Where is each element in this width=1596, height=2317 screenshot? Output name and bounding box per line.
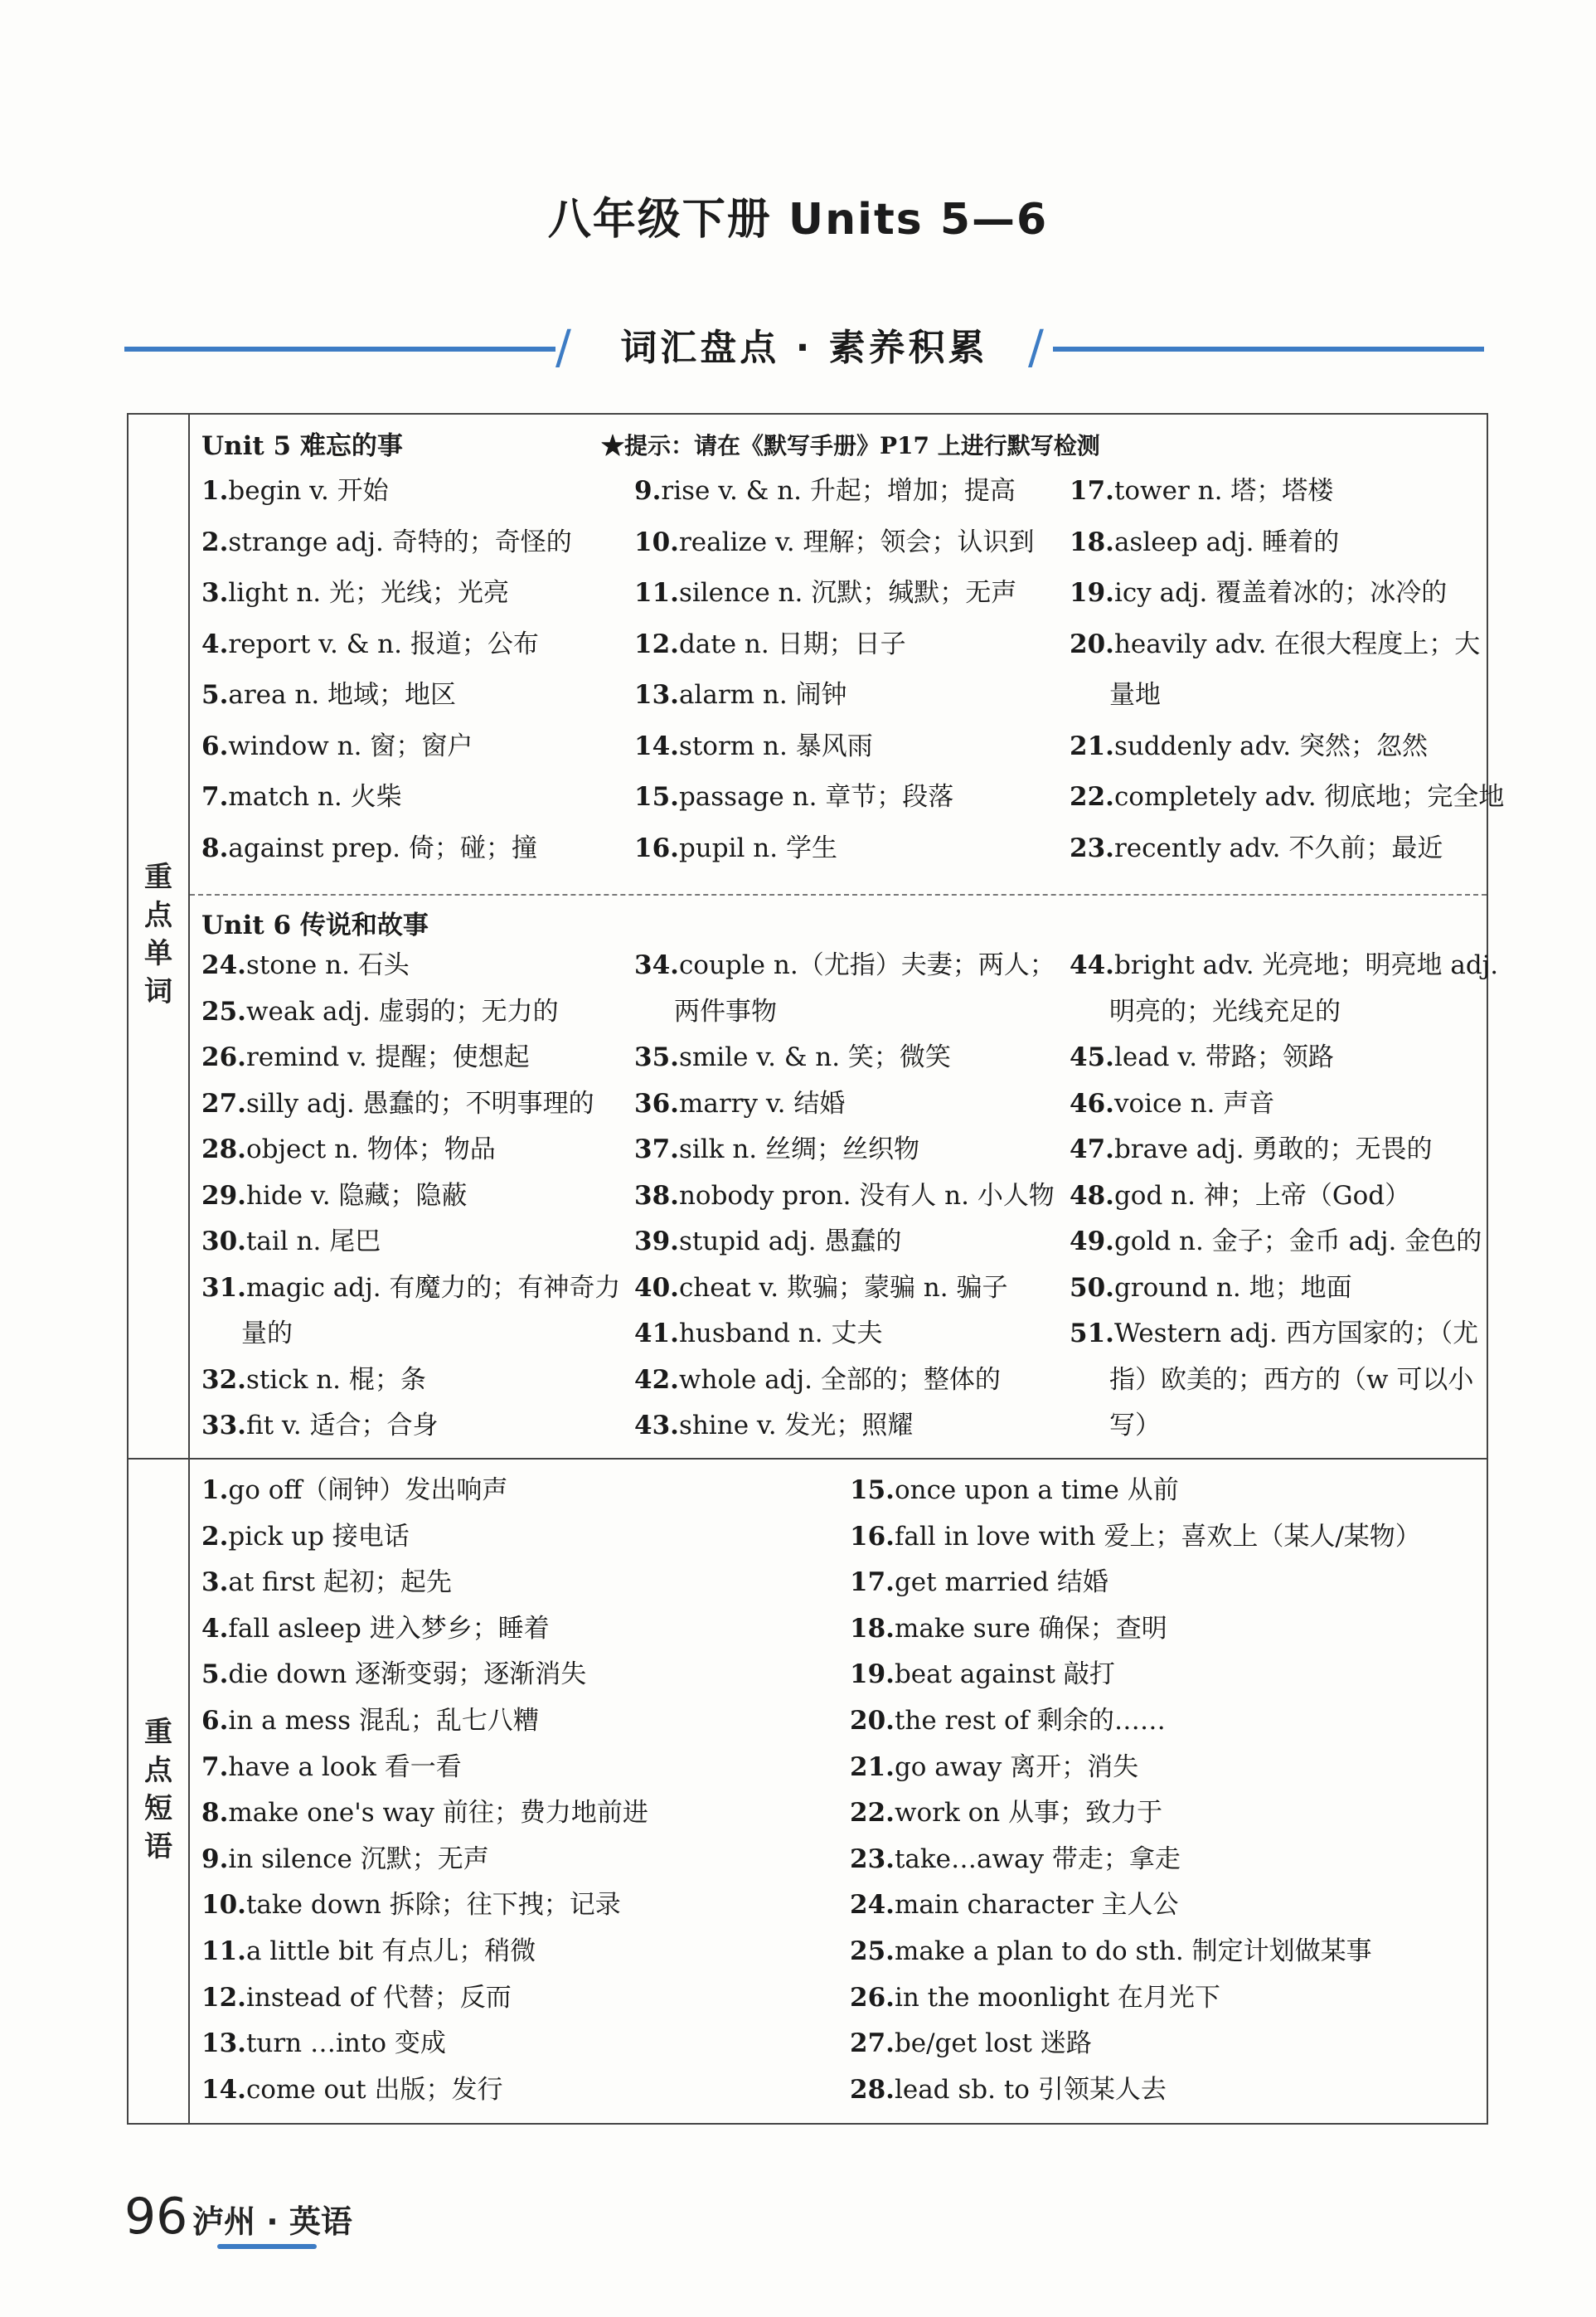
- label-char: 语: [144, 1830, 172, 1863]
- item-number: 12.: [201, 1982, 246, 2013]
- item-number: 22.: [1070, 782, 1114, 812]
- unit5-col3: [1070, 466, 1504, 874]
- item-text: in a mess 混乱；乱七八糟: [228, 1705, 539, 1736]
- vocab-item: [201, 1358, 620, 1404]
- item-number: 15.: [850, 1475, 895, 1505]
- vocab-item: [201, 517, 572, 569]
- vocab-item: [634, 1219, 1055, 1265]
- item-number: 35.: [634, 1042, 679, 1072]
- vocab-item: [201, 943, 620, 989]
- item-text: ground n. 地；地面: [1113, 1272, 1352, 1303]
- item-number: 39.: [634, 1227, 679, 1256]
- item-number: 32.: [201, 1364, 246, 1395]
- item-number: 21.: [850, 1751, 895, 1782]
- item-text: weak adj. 虚弱的；无力的: [245, 996, 559, 1027]
- vocab-item: [1070, 670, 1504, 721]
- item-text: make sure 确保；查明: [894, 1613, 1167, 1644]
- vocab-item: [634, 1358, 1055, 1404]
- vocab-item: [201, 1127, 620, 1173]
- item-text: icy adj. 覆盖着冰的；冰冷的: [1113, 578, 1448, 608]
- item-number: 20.: [850, 1705, 895, 1736]
- unit5-col1: [201, 466, 572, 874]
- key-words-label: [129, 858, 188, 1011]
- item-number: 25.: [201, 996, 246, 1027]
- vocab-item: [850, 1698, 1421, 1745]
- item-text: fit v. 适合；合身: [245, 1411, 439, 1440]
- vocab-item: [201, 1468, 648, 1514]
- item-text: cheat v. 欺骗；蒙骗 n. 骗子: [678, 1272, 1008, 1303]
- item-number: 1.: [201, 1475, 229, 1505]
- vocab-item: [201, 1560, 648, 1606]
- unit5-col2: [634, 466, 1035, 874]
- vocab-item: [201, 1698, 648, 1745]
- vocab-item: [634, 466, 1035, 517]
- item-number: 26.: [850, 1982, 895, 2013]
- vocab-item: [634, 772, 1035, 823]
- label-char: 重: [144, 861, 172, 894]
- item-text: go off（闹钟）发出响声: [228, 1475, 508, 1505]
- vocab-item: [634, 517, 1035, 569]
- item-number: 17.: [850, 1567, 895, 1598]
- item-number: 3.: [201, 578, 229, 608]
- vocab-item: [1070, 1403, 1498, 1450]
- item-text: fall in love with 爱上；喜欢上（某人/某物）: [894, 1521, 1421, 1552]
- item-number: 41.: [634, 1319, 679, 1348]
- item-text: date n. 日期；日子: [678, 629, 906, 659]
- footer-underline: [217, 2244, 317, 2249]
- vocab-item: [634, 1311, 1055, 1358]
- item-number: 23.: [1070, 833, 1114, 863]
- vocab-item: [201, 670, 572, 721]
- item-number: 26.: [201, 1042, 246, 1072]
- vocab-item: [201, 823, 572, 875]
- vocab-item: [850, 1606, 1421, 1653]
- vocab-item: [1070, 772, 1504, 823]
- item-number: 27.: [201, 1088, 246, 1119]
- vocab-item: [1070, 1035, 1498, 1081]
- item-text: silence n. 沉默；缄默；无声: [678, 578, 1017, 608]
- item-text: smile v. & n. 笑；微笑: [678, 1042, 951, 1072]
- vocab-item: [201, 1035, 620, 1081]
- item-number: 23.: [850, 1843, 895, 1874]
- vocab-item: [1070, 721, 1504, 773]
- unit-divider: [190, 894, 1487, 896]
- vocab-item: [201, 1173, 620, 1220]
- item-number: 16.: [634, 833, 679, 863]
- column-divider: [188, 415, 190, 2123]
- item-text: gold n. 金子；金币 adj. 金色的: [1113, 1227, 1482, 1256]
- item-number: 4.: [201, 629, 229, 659]
- item-number: 2.: [201, 1521, 229, 1552]
- item-text: pupil n. 学生: [678, 833, 837, 863]
- item-number: 3.: [201, 1567, 229, 1598]
- vocab-item: [850, 1790, 1421, 1837]
- item-number: 28.: [850, 2074, 895, 2105]
- banner-title: 词汇盘点 · 素养积累: [620, 327, 988, 369]
- item-text: take…away 带走；拿走: [894, 1843, 1181, 1874]
- item-number: 40.: [634, 1272, 679, 1303]
- item-text: 两件事物: [674, 996, 777, 1027]
- item-text: bright adv. 光亮地；明亮地 adj.: [1113, 950, 1499, 980]
- item-text: magic adj. 有魔力的；有神奇力: [245, 1272, 621, 1303]
- vocab-item: [634, 1265, 1055, 1312]
- vocab-item: [1070, 568, 1504, 619]
- item-text: heavily adv. 在很大程度上；大: [1113, 629, 1481, 659]
- vocab-item: [1070, 619, 1504, 671]
- unit6-heading: Unit 6 传说和故事: [201, 911, 429, 940]
- item-text: instead of 代替；反而: [245, 1982, 512, 2013]
- item-text: storm n. 暴风雨: [678, 731, 873, 761]
- vocab-item: [634, 1081, 1055, 1128]
- vocab-item: [201, 1745, 648, 1791]
- item-number: 29.: [201, 1180, 246, 1211]
- item-text: go away 离开；消失: [894, 1751, 1139, 1782]
- vocab-item: [1070, 1358, 1498, 1404]
- item-text: against prep. 倚；碰；撞: [228, 833, 537, 863]
- item-text: in the moonlight 在月光下: [894, 1982, 1220, 2013]
- item-number: 6.: [201, 1705, 229, 1736]
- item-text: in silence 沉默；无声: [228, 1843, 489, 1874]
- item-number: 7.: [201, 1751, 229, 1782]
- item-text: 量地: [1109, 680, 1161, 710]
- item-text: husband n. 丈夫: [678, 1319, 883, 1348]
- section-banner: [124, 323, 1484, 373]
- item-number: 22.: [850, 1798, 895, 1829]
- item-number: 9.: [634, 476, 662, 506]
- label-char: 点: [144, 899, 172, 932]
- item-text: silk n. 丝绸；丝织物: [678, 1134, 919, 1164]
- item-text: have a look 看一看: [228, 1751, 462, 1782]
- vocab-item: [201, 1265, 620, 1312]
- item-text: realize v. 理解；领会；认识到: [678, 527, 1035, 557]
- item-text: at first 起初；起先: [228, 1567, 452, 1598]
- vocab-item: [1070, 1127, 1498, 1173]
- item-text: whole adj. 全部的；整体的: [678, 1364, 1001, 1395]
- item-number: 27.: [850, 2028, 895, 2059]
- item-number: 45.: [1070, 1042, 1114, 1072]
- item-number: 36.: [634, 1088, 679, 1119]
- item-text: object n. 物体；物品: [245, 1134, 496, 1164]
- vocab-item: [634, 670, 1035, 721]
- item-text: voice n. 声音: [1113, 1088, 1275, 1119]
- label-char: 重: [144, 1716, 172, 1749]
- item-number: 8.: [201, 1798, 229, 1829]
- item-text: 明亮的；光线充足的: [1109, 996, 1341, 1027]
- vocab-item: [634, 1403, 1055, 1450]
- vocab-item: [850, 2021, 1421, 2067]
- vocab-item: [1070, 1219, 1498, 1265]
- page-number: 96: [124, 2188, 188, 2246]
- item-number: 17.: [1070, 476, 1114, 506]
- item-number: 42.: [634, 1364, 679, 1395]
- item-text: strange adj. 奇特的；奇怪的: [228, 527, 572, 557]
- item-number: 49.: [1070, 1227, 1114, 1256]
- item-number: 14.: [634, 731, 679, 761]
- vocab-item: [201, 2067, 648, 2114]
- vocab-item: [850, 1560, 1421, 1606]
- item-number: 28.: [201, 1134, 246, 1164]
- vocab-item: [201, 1929, 648, 1975]
- item-number: 13.: [201, 2028, 246, 2059]
- item-number: 46.: [1070, 1088, 1114, 1119]
- phrases-col1: [201, 1468, 648, 2113]
- item-number: 5.: [201, 680, 229, 710]
- vocab-item: [201, 1219, 620, 1265]
- item-text: come out 出版；发行: [245, 2074, 503, 2105]
- vocab-item: [634, 989, 1055, 1036]
- vocab-item: [850, 1514, 1421, 1561]
- item-number: 13.: [634, 680, 679, 710]
- item-number: 51.: [1070, 1319, 1114, 1348]
- item-text: 指）欧美的；西方的（w 可以小: [1109, 1364, 1474, 1395]
- vocab-item: [634, 1035, 1055, 1081]
- item-text: tower n. 塔；塔楼: [1113, 476, 1334, 506]
- item-number: 19.: [850, 1659, 895, 1690]
- vocab-item: [201, 1403, 620, 1450]
- label-char: 点: [144, 1754, 172, 1787]
- vocab-item: [850, 1929, 1421, 1975]
- item-text: tail n. 尾巴: [245, 1227, 381, 1256]
- vocab-item: [634, 823, 1035, 875]
- item-text: marry v. 结婚: [678, 1088, 846, 1119]
- item-number: 1.: [201, 476, 229, 506]
- item-text: area n. 地域；地区: [228, 680, 457, 710]
- item-number: 8.: [201, 833, 229, 863]
- item-text: recently adv. 不久前；最近: [1113, 833, 1443, 863]
- item-number: 10.: [201, 1890, 246, 1921]
- vocab-item: [850, 1837, 1421, 1883]
- item-number: 47.: [1070, 1134, 1114, 1164]
- vocab-item: [201, 1081, 620, 1128]
- vocab-item: [201, 2021, 648, 2067]
- item-text: stick n. 棍；条: [245, 1364, 426, 1395]
- vocab-item: [201, 1882, 648, 1929]
- unit5-heading: Unit 5 难忘的事: [201, 431, 403, 461]
- vocab-item: [201, 1514, 648, 1561]
- item-number: 2.: [201, 527, 229, 557]
- item-text: main character 主人公: [894, 1890, 1179, 1921]
- vocab-item: [634, 619, 1035, 671]
- item-text: rise v. & n. 升起；增加；提高: [661, 476, 1016, 506]
- vocab-item: [1070, 1265, 1498, 1312]
- item-number: 9.: [201, 1843, 229, 1874]
- vocab-item: [201, 1606, 648, 1653]
- item-text: silly adj. 愚蠢的；不明事理的: [245, 1088, 594, 1119]
- item-text: alarm n. 闹钟: [678, 680, 847, 710]
- item-text: work on 从事；致力于: [894, 1798, 1163, 1829]
- vocab-table: [127, 413, 1505, 2125]
- item-text: lead sb. to 引领某人去: [894, 2074, 1167, 2105]
- item-number: 7.: [201, 782, 229, 812]
- footer-label: 泸州 · 英语: [192, 2203, 352, 2240]
- vocab-item: [201, 1837, 648, 1883]
- item-number: 43.: [634, 1411, 679, 1440]
- vocab-item: [1070, 823, 1504, 875]
- vocab-item: [1070, 1311, 1498, 1358]
- banner-line-right: [1053, 347, 1484, 352]
- banner-slash-left: /: [555, 321, 571, 375]
- item-text: 量的: [241, 1319, 293, 1348]
- item-number: 24.: [201, 950, 246, 980]
- item-number: 6.: [201, 731, 229, 761]
- item-number: 4.: [201, 1613, 229, 1644]
- item-text: turn …into 变成: [245, 2028, 446, 2059]
- vocab-item: [850, 1745, 1421, 1791]
- vocab-item: [634, 943, 1055, 989]
- item-text: make a plan to do sth. 制定计划做某事: [894, 1936, 1372, 1966]
- dictation-tip: ★提示：请在《默写手册》P17 上进行默写检测: [601, 432, 1100, 459]
- vocab-item: [201, 1652, 648, 1698]
- vocab-item: [1070, 1173, 1498, 1220]
- item-text: get married 结婚: [894, 1567, 1108, 1598]
- item-text: begin v. 开始: [228, 476, 389, 506]
- item-number: 31.: [201, 1272, 246, 1303]
- page-title: 八年级下册 Units 5—6: [547, 195, 1049, 245]
- item-number: 24.: [850, 1890, 895, 1921]
- item-text: be/get lost 迷路: [894, 2028, 1092, 2059]
- vocab-item: [1070, 989, 1498, 1036]
- item-text: passage n. 章节；段落: [678, 782, 954, 812]
- item-text: suddenly adv. 突然；忽然: [1113, 731, 1428, 761]
- unit6-col2: [634, 943, 1055, 1450]
- item-number: 11.: [634, 578, 679, 608]
- item-text: shine v. 发光；照耀: [678, 1411, 914, 1440]
- vocab-item: [201, 772, 572, 823]
- vocab-item: [634, 721, 1035, 773]
- item-text: match n. 火柴: [228, 782, 402, 812]
- item-text: pick up 接电话: [228, 1521, 410, 1552]
- item-text: stone n. 石头: [245, 950, 410, 980]
- phrases-col2: [850, 1468, 1421, 2113]
- vocab-item: [850, 1975, 1421, 2022]
- vocab-item: [201, 466, 572, 517]
- item-number: 20.: [1070, 629, 1114, 659]
- vocab-item: [201, 721, 572, 773]
- item-text: asleep adj. 睡着的: [1113, 527, 1340, 557]
- item-number: 16.: [850, 1521, 895, 1552]
- item-text: nobody pron. 没有人 n. 小人物: [678, 1180, 1055, 1211]
- label-char: 单: [144, 937, 172, 970]
- item-number: 44.: [1070, 950, 1114, 980]
- unit6-col3: [1070, 943, 1498, 1450]
- item-text: light n. 光；光线；光亮: [228, 578, 509, 608]
- vocab-item: [850, 1468, 1421, 1514]
- key-phrases-label: [129, 1713, 188, 1866]
- item-text: Western adj. 西方国家的；（尤: [1113, 1319, 1479, 1348]
- item-number: 15.: [634, 782, 679, 812]
- item-number: 14.: [201, 2074, 246, 2105]
- vocab-item: [1070, 466, 1504, 517]
- section-divider: [129, 1458, 1487, 1460]
- vocab-item: [850, 2067, 1421, 2114]
- banner-line-left: [124, 347, 555, 352]
- item-text: couple n.（尤指）夫妻；两人；: [678, 950, 1055, 980]
- item-number: 50.: [1070, 1272, 1114, 1303]
- item-number: 18.: [1070, 527, 1114, 557]
- vocab-item: [201, 619, 572, 671]
- item-number: 11.: [201, 1936, 246, 1966]
- vocab-item: [201, 568, 572, 619]
- item-text: 写）: [1109, 1411, 1161, 1440]
- item-text: once upon a time 从前: [894, 1475, 1179, 1505]
- item-text: remind v. 提醒；使想起: [245, 1042, 530, 1072]
- item-text: a little bit 有点儿；稍微: [245, 1936, 536, 1966]
- vocab-item: [201, 1311, 620, 1358]
- item-text: die down 逐渐变弱；逐渐消失: [228, 1659, 587, 1690]
- item-number: 10.: [634, 527, 679, 557]
- label-char: 词: [144, 975, 172, 1008]
- item-text: god n. 神；上帝（God）: [1113, 1180, 1411, 1211]
- item-text: make one's way 前往；费力地前进: [228, 1798, 648, 1829]
- item-number: 48.: [1070, 1180, 1114, 1211]
- item-number: 18.: [850, 1613, 895, 1644]
- item-text: fall asleep 进入梦乡；睡着: [228, 1613, 550, 1644]
- item-text: report v. & n. 报道；公布: [228, 629, 539, 659]
- item-text: stupid adj. 愚蠢的: [678, 1227, 902, 1256]
- label-char: 短: [144, 1792, 172, 1825]
- item-text: the rest of 剩余的……: [894, 1705, 1166, 1736]
- item-number: 12.: [634, 629, 679, 659]
- vocab-item: [850, 1652, 1421, 1698]
- item-number: 19.: [1070, 578, 1114, 608]
- vocab-item: [1070, 517, 1504, 569]
- item-number: 33.: [201, 1411, 246, 1440]
- item-text: beat against 敲打: [894, 1659, 1115, 1690]
- vocab-item: [201, 1975, 648, 2022]
- item-text: hide v. 隐藏；隐蔽: [245, 1180, 468, 1211]
- item-text: completely adv. 彻底地；完全地: [1113, 782, 1505, 812]
- item-text: window n. 窗；窗户: [228, 731, 473, 761]
- vocab-item: [201, 989, 620, 1036]
- item-number: 30.: [201, 1227, 246, 1256]
- item-text: take down 拆除；往下拽；记录: [245, 1890, 621, 1921]
- vocab-item: [634, 1127, 1055, 1173]
- unit6-col1: [201, 943, 620, 1450]
- item-number: 37.: [634, 1134, 679, 1164]
- item-number: 5.: [201, 1659, 229, 1690]
- item-number: 25.: [850, 1936, 895, 1966]
- vocab-item: [201, 1790, 648, 1837]
- banner-slash-right: /: [1028, 321, 1044, 375]
- item-text: brave adj. 勇敢的；无畏的: [1113, 1134, 1433, 1164]
- item-text: lead v. 带路；领路: [1113, 1042, 1334, 1072]
- vocab-item: [1070, 1081, 1498, 1128]
- vocab-item: [634, 1173, 1055, 1220]
- item-number: 38.: [634, 1180, 679, 1211]
- item-number: 34.: [634, 950, 679, 980]
- item-number: 21.: [1070, 731, 1114, 761]
- vocab-item: [850, 1882, 1421, 1929]
- vocab-item: [634, 568, 1035, 619]
- vocab-item: [1070, 943, 1498, 989]
